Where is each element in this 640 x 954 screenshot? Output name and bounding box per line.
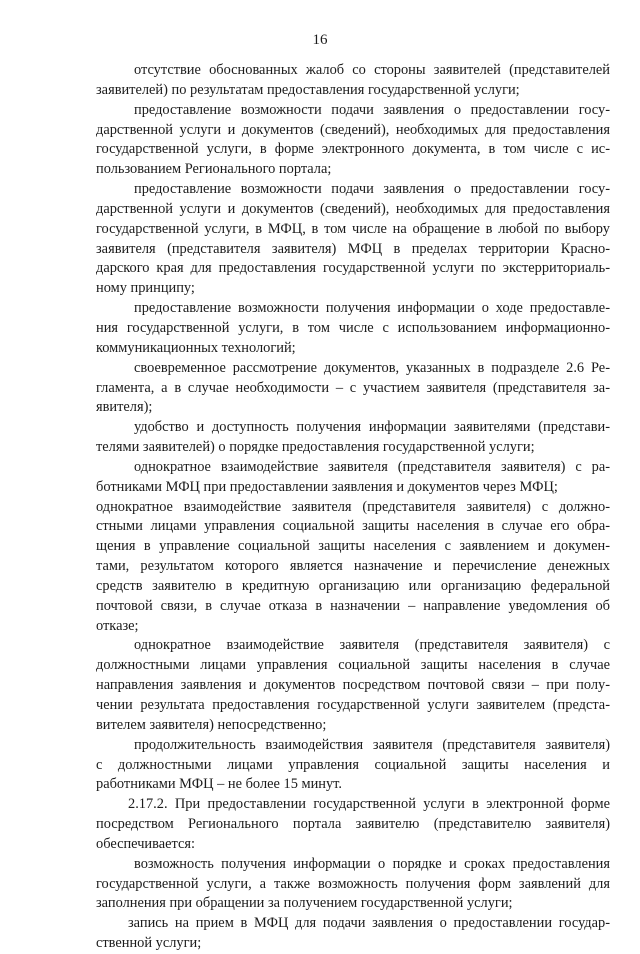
- text-line: щения в управление социальной защиты населения с заявлением и докумен-: [96, 538, 610, 555]
- text-line: почтовой связи, в случае отказа в назначении – направление уведомления об: [96, 597, 610, 614]
- text-line: явителя);: [96, 399, 153, 416]
- text-line: государственной услуги, в МФЦ, в том числе на обращение в любой по выбору: [96, 220, 610, 237]
- text-line: вителем заявителя) непосредственно;: [96, 716, 327, 733]
- text-line: однократное взаимодействие заявителя (представителя заявителя) с должно-: [96, 498, 610, 515]
- text-line: ственной услуги;: [96, 935, 202, 952]
- text-line: заявителей) по результатам предоставления государственной услуги;: [96, 81, 520, 98]
- text-line: с должностными лицами управления социальной защиты населения и: [96, 756, 610, 773]
- text-line: ния государственной услуги, в том числе с использованием информационно-: [96, 319, 610, 336]
- text-line: посредством Регионального портала заявителю (представителю заявителя): [96, 816, 610, 833]
- text-line: однократное взаимодействие заявителя (представителя заявителя) с: [134, 637, 610, 654]
- text-line: ному принципу;: [96, 280, 195, 297]
- text-line: 2.17.2. При предоставлении государственной услуги в электронной форме: [128, 796, 610, 813]
- text-line: телями заявителей) о порядке предоставления государственной услуги;: [96, 439, 535, 456]
- text-line: дарского края для предоставления государственной услуги по экстерриториаль-: [96, 260, 610, 277]
- text-line: стными лицами управления социальной защиты населения в случае его обра-: [96, 518, 610, 535]
- text-line: предоставление возможности подачи заявления о предоставлении госу-: [134, 101, 610, 118]
- text-line: средств заявителю в кредитную организацию или организацию федеральной: [96, 577, 610, 594]
- page-number: 16: [312, 32, 328, 48]
- text-line: государственной услуги, а также возможность получения форм заявлений для: [96, 875, 610, 892]
- text-line: удобство и доступность получения информации заявителями (представи-: [134, 419, 610, 436]
- text-line: однократное взаимодействие заявителя (представителя заявителя) с ра-: [134, 458, 610, 475]
- text-line: возможность получения информации о порядке и сроках предоставления: [134, 855, 610, 872]
- text-line: заявителя (представителя заявителя) МФЦ в пределах территории Красно-: [96, 240, 610, 257]
- text-line: гламента, а в случае необходимости – с участием заявителя (представителя за-: [96, 379, 610, 396]
- text-line: дарственной услуги и документов (сведений), необходимых для предоставления: [96, 200, 610, 217]
- text-line: ботниками МФЦ при предоставлении заявления и документов через МФЦ;: [96, 478, 558, 495]
- text-line: дарственной услуги и документов (сведений), необходимых для предоставления: [96, 121, 610, 138]
- text-line: отказе;: [96, 617, 139, 634]
- text-line: предоставление возможности подачи заявления о предоставлении госу-: [134, 181, 610, 198]
- text-line: обеспечивается:: [96, 835, 195, 852]
- text-line: предоставление возможности получения информации о ходе предоставле-: [134, 300, 610, 317]
- text-line: коммуникационных технологий;: [96, 339, 296, 356]
- text-line: государственной услуги, в форме электронного документа, в том числе с ис-: [96, 141, 610, 158]
- text-line: своевременное рассмотрение документов, указанных в подразделе 2.6 Ре-: [134, 359, 610, 376]
- text-line: заполнения при обращении за получением государственной услуги;: [96, 895, 513, 912]
- text-line: должностными лицами управления социальной защиты населения в случае: [96, 657, 610, 674]
- text-line: продолжительность взаимодействия заявителя (представителя заявителя): [134, 736, 610, 753]
- document-body: [96, 61, 610, 954]
- text-line: тами, результатом которого является назначение и перечисление денежных: [96, 558, 610, 575]
- text-line: запись на прием в МФЦ для подачи заявления о предоставлении государ-: [128, 915, 610, 932]
- text-line: отсутствие обоснованных жалоб со стороны заявителей (представителей: [134, 62, 610, 78]
- text-line: направления заявления и документов посредством почтовой связи – при полу-: [96, 677, 610, 694]
- text-line: чении результата предоставления государственной услуги заявителем (предста-: [96, 697, 610, 713]
- text-line: работниками МФЦ – не более 15 минут.: [96, 776, 342, 793]
- text-line: пользованием Регионального портала;: [96, 161, 332, 178]
